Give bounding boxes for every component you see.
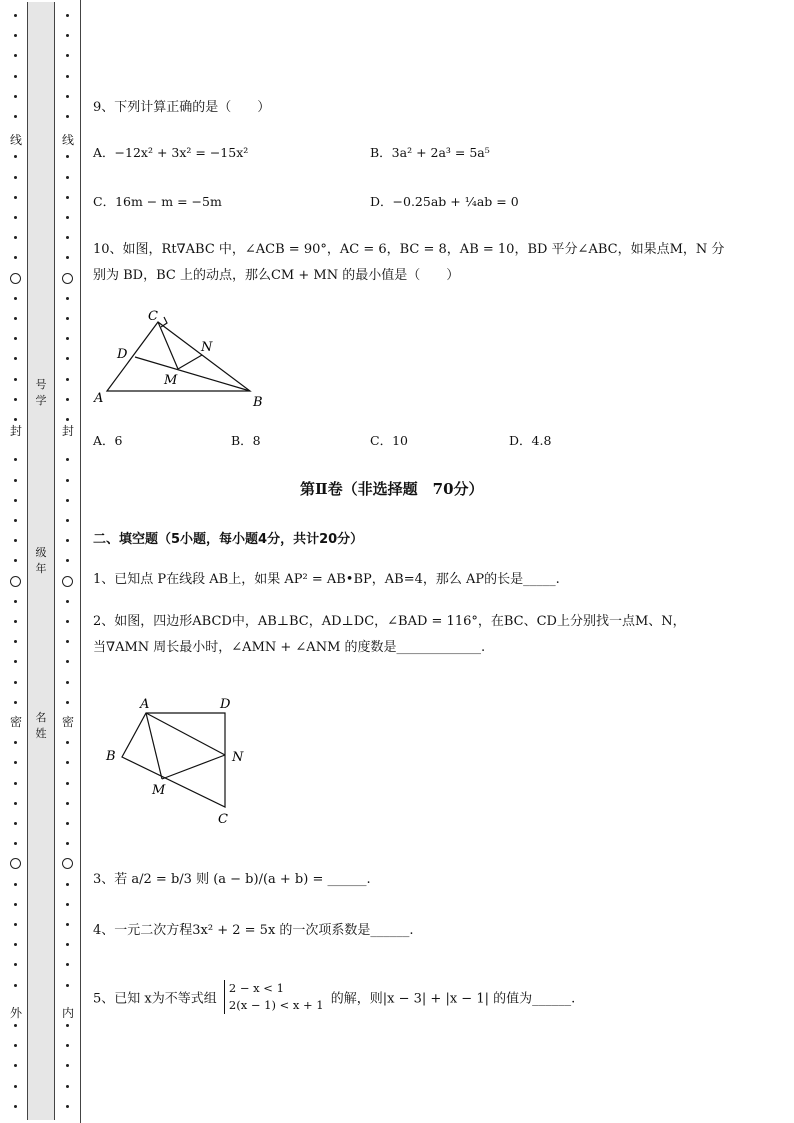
binding-dot (14, 681, 17, 684)
binding-dot (14, 317, 17, 320)
inequality-1: 2 − x < 1 (228, 981, 284, 995)
binding-dot (66, 115, 69, 118)
label-b: B (106, 749, 116, 764)
q10-option-b: B．8 (231, 433, 261, 448)
binding-dot (14, 539, 17, 542)
binding-circle (10, 273, 21, 284)
binding-dot (66, 34, 69, 37)
fill-question-1: 1、已知点 P在线段 AB上，如果 AP² = AB•BP，AB=4，那么 AP的长是_____. (93, 572, 560, 587)
binding-dot (14, 357, 17, 360)
binding-dot (14, 842, 17, 845)
binding-dot (14, 963, 17, 966)
label-c: C (148, 309, 158, 324)
segment-mn (162, 755, 225, 779)
binding-char: 内 (59, 1006, 77, 1020)
binding-dot (66, 75, 69, 78)
binding-dot (14, 1085, 17, 1088)
binding-dot (14, 398, 17, 401)
fill-question-2-line2: 当∇AMN 周长最小时，∠AMN + ∠ANM 的度数是_____________. (93, 640, 486, 655)
binding-char: 封 (7, 424, 25, 438)
binding-dot (66, 984, 69, 987)
binding-dot (66, 378, 69, 381)
label-a: A (94, 391, 104, 406)
question-9: 9、下列计算正确的是（ ） (93, 100, 271, 115)
binding-dot (66, 883, 69, 886)
binding-dot (66, 95, 69, 98)
binding-dot (14, 802, 17, 805)
binding-dot (14, 54, 17, 57)
binding-char: 线 (7, 133, 25, 147)
binding-dot (66, 822, 69, 825)
binding-dot (14, 499, 17, 502)
binding-circle (10, 858, 21, 869)
binding-dot (66, 256, 69, 259)
q10-triangle-figure (90, 305, 270, 410)
f2-quadrilateral-figure (100, 695, 250, 830)
label-m: M (152, 783, 166, 798)
binding-dot (14, 176, 17, 179)
binding-outer-column (4, 0, 28, 1123)
binding-dot (14, 34, 17, 37)
binding-circle (62, 858, 73, 869)
binding-dot (14, 701, 17, 704)
binding-dot (14, 1044, 17, 1047)
binding-dot (14, 782, 17, 785)
binding-dot (66, 782, 69, 785)
binding-dot (14, 95, 17, 98)
binding-dot (66, 1024, 69, 1027)
binding-dot (14, 883, 17, 886)
binding-dot (14, 943, 17, 946)
binding-circle (10, 576, 21, 587)
fill-question-2-line1: 2、如图，四边形ABCD中，AB⊥BC，AD⊥DC，∠BAD = 116°，在BC、CD上分别找一点M、N， (93, 614, 686, 629)
label-n: N (201, 340, 213, 355)
part2-title: 第Ⅱ卷（非选择题 70分） (300, 480, 484, 498)
binding-dot (66, 216, 69, 219)
binding-dot (66, 539, 69, 542)
binding-dot (66, 903, 69, 906)
triangle-abc (107, 322, 250, 391)
binding-dot (66, 176, 69, 179)
binding-dot (14, 822, 17, 825)
binding-dot (66, 1044, 69, 1047)
binding-dot (66, 640, 69, 643)
binding-circle (62, 273, 73, 284)
binding-dot (66, 337, 69, 340)
binding-dot (66, 1064, 69, 1067)
question-10-line1: 10、如图，Rt∇ABC 中，∠ACB = 90°，AC = 6，BC = 8，AB = 10，BD 平分∠ABC，如果点M，N 分 (93, 242, 725, 257)
label-b: B (253, 395, 263, 410)
q10-option-d: D．4.8 (509, 433, 552, 448)
binding-dot (66, 943, 69, 946)
binding-label-name: 名姓 (35, 711, 47, 740)
binding-dot (14, 984, 17, 987)
binding-dot (66, 297, 69, 300)
inequality-system (224, 980, 324, 1014)
label-n: N (232, 750, 244, 765)
binding-dot (14, 378, 17, 381)
binding-char: 封 (59, 424, 77, 438)
segment-am (146, 713, 162, 779)
binding-dot (14, 620, 17, 623)
binding-dot (66, 701, 69, 704)
binding-dot (66, 1085, 69, 1088)
label-a: A (140, 697, 150, 712)
q10-option-a: A．6 (93, 433, 123, 448)
f5-suffix: 的解，则|x − 3| + |x − 1| 的值为______. (330, 991, 576, 1007)
binding-dot (66, 741, 69, 744)
inequality-2: 2(x − 1) < x + 1 (228, 998, 324, 1012)
label-c: C (218, 812, 228, 827)
fill-question-4: 4、一元二次方程3x² + 2 = 5x 的一次项系数是______. (93, 923, 414, 938)
binding-dot (66, 14, 69, 17)
label-d: D (117, 347, 128, 362)
binding-dot (14, 418, 17, 421)
q10-option-c: C．10 (370, 433, 408, 448)
f5-prefix: 5、已知 x为不等式组 (93, 991, 217, 1007)
q9-option-c: C．16m − m = −5m (93, 194, 222, 209)
binding-dot (14, 337, 17, 340)
binding-dot (66, 54, 69, 57)
binding-label-student-id: 号学 (35, 378, 47, 407)
binding-dot (66, 196, 69, 199)
binding-dot (14, 458, 17, 461)
binding-dot (66, 842, 69, 845)
label-d: D (220, 697, 231, 712)
q9-option-d: D．−0.25ab + ¼ab = 0 (370, 194, 519, 209)
binding-dot (14, 155, 17, 158)
binding-dot (66, 963, 69, 966)
binding-dot (14, 519, 17, 522)
binding-dot (66, 519, 69, 522)
binding-circle (62, 576, 73, 587)
binding-dot (14, 479, 17, 482)
binding-dot (14, 1064, 17, 1067)
binding-dot (14, 14, 17, 17)
binding-dot (14, 297, 17, 300)
binding-dot (14, 256, 17, 259)
binding-dot (66, 499, 69, 502)
question-10-line2: 别为 BD，BC 上的动点，那么CM + MN 的最小值是（ ） (93, 268, 460, 283)
binding-dot (14, 903, 17, 906)
binding-dot (66, 479, 69, 482)
label-m: M (164, 373, 178, 388)
binding-dot (14, 236, 17, 239)
binding-dot (14, 1024, 17, 1027)
binding-dot (66, 620, 69, 623)
binding-char: 密 (59, 715, 77, 729)
binding-dot (14, 1105, 17, 1108)
binding-char: 外 (7, 1006, 25, 1020)
binding-dot (66, 660, 69, 663)
binding-dot (66, 458, 69, 461)
binding-dot (14, 216, 17, 219)
binding-dot (66, 600, 69, 603)
binding-dot (14, 761, 17, 764)
binding-dot (66, 357, 69, 360)
binding-dot (66, 155, 69, 158)
binding-dot (66, 317, 69, 320)
binding-dot (66, 236, 69, 239)
binding-dot (66, 1105, 69, 1108)
binding-char: 线 (59, 133, 77, 147)
binding-dot (66, 681, 69, 684)
binding-dot (14, 741, 17, 744)
binding-dot (14, 640, 17, 643)
q9-option-a: A．−12x² + 3x² = −15x² (93, 145, 249, 160)
fill-question-5 (93, 982, 575, 1016)
section-fill-in: 二、填空题（5小题，每小题4分，共计20分） (93, 532, 364, 547)
fill-question-3: 3、若 a/2 = b/3 则 (a − b)/(a + b) = ______. (93, 872, 371, 887)
segment-mn (178, 355, 202, 369)
binding-dot (66, 802, 69, 805)
binding-inner-column (56, 0, 81, 1123)
binding-dot (66, 559, 69, 562)
binding-char: 密 (7, 715, 25, 729)
binding-dot (14, 923, 17, 926)
binding-dot (14, 559, 17, 562)
binding-dot (66, 418, 69, 421)
binding-label-grade: 级年 (35, 546, 47, 575)
binding-dot (14, 196, 17, 199)
segment-bd (135, 357, 250, 391)
segment-an (146, 713, 225, 755)
binding-dot (14, 115, 17, 118)
binding-dot (14, 600, 17, 603)
binding-dot (66, 761, 69, 764)
binding-dot (14, 660, 17, 663)
binding-dot (66, 398, 69, 401)
binding-dot (66, 923, 69, 926)
binding-dot (14, 75, 17, 78)
q9-option-b: B．3a² + 2a³ = 5a⁵ (370, 145, 490, 160)
